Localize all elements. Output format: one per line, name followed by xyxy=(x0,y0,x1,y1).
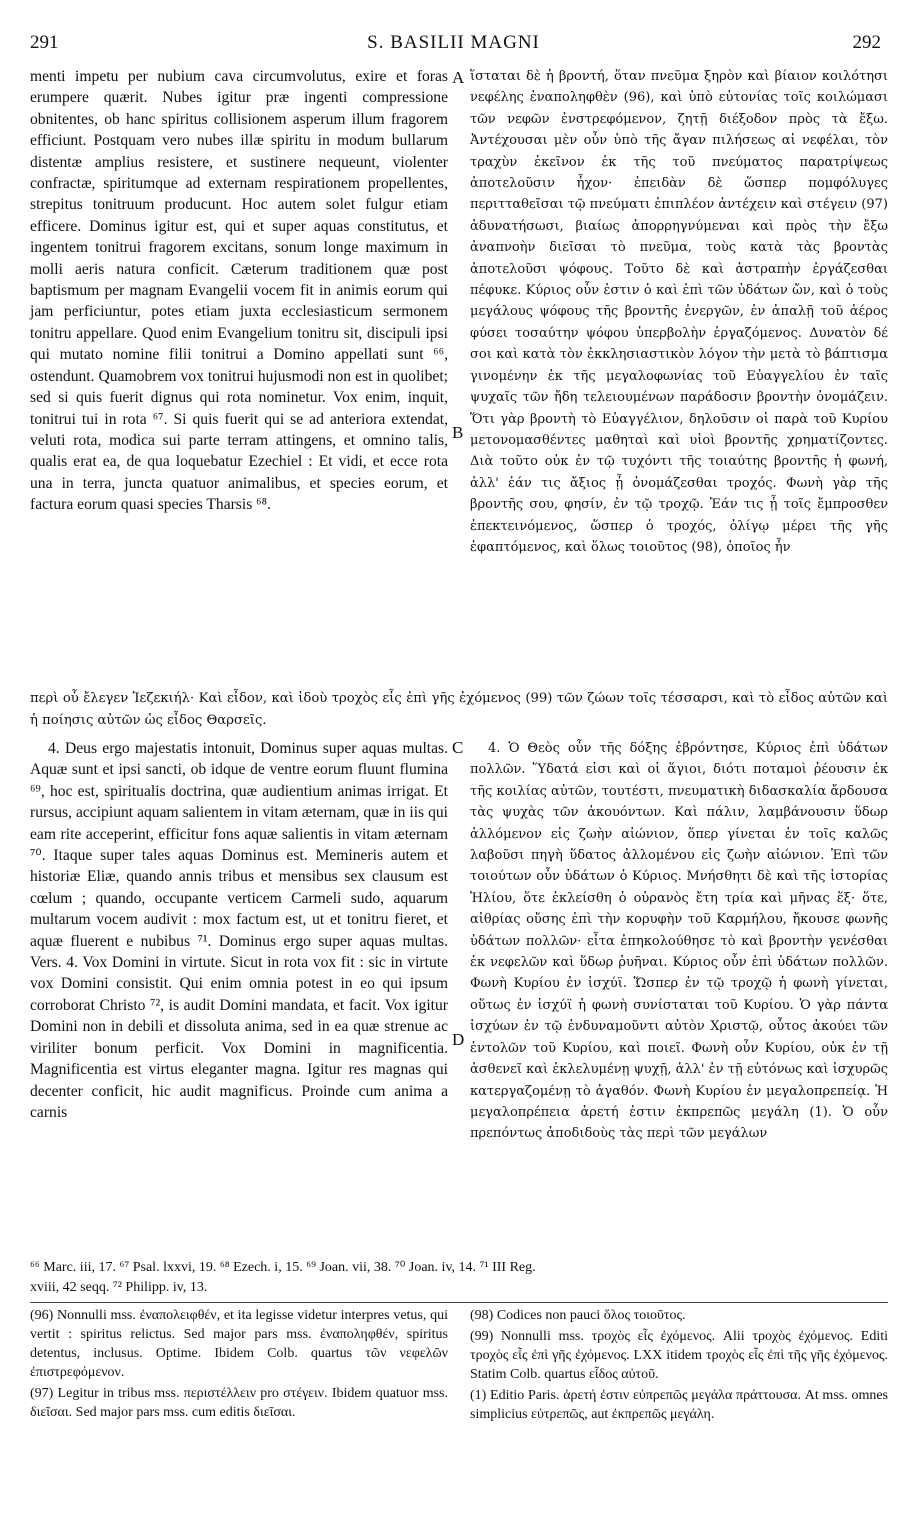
running-title: S. BASILII MAGNI xyxy=(367,32,540,53)
scripture-ref-line-1: ⁶⁶ Marc. iii, 17. ⁶⁷ Psal. lxxvi, 19. ⁶⁸ Ezech. i, 15. ⁶⁹ Joan. vii, 38. ⁷⁰ Joan. iv, 14. ⁷¹ III Reg. xyxy=(30,1260,536,1275)
section-marker-a: A xyxy=(452,68,465,87)
latin-column-bottom xyxy=(30,738,448,1123)
greek-column-top xyxy=(470,66,888,558)
section-marker-d: D xyxy=(452,1030,465,1049)
latin-paragraph-2: 4. Deus ergo majestatis intonuit, Dominus super aquas multas. Aquæ sunt et ipsi sancti, ob idque de ventre eorum fluunt flumina ⁶⁹, hoc est, spiritualis doctrina, quæ audientium animas irrigat. Et rursus, accipiunt aquam salientem in vitam æternam, quæ in iis qui eam rite acceperint, efficitur fons aquæ salientis in vitam æternam ⁷⁰. Itaque super tales aquas Dominus est. Memineris autem et historiæ Eliæ, quando annis tribus et mensibus sex clausum est cœlum ; quando, occupante verticem Carmeli sudo, aquarum multarum vocem audivit : mox factum est, ut et tonitru fieret, et aquæ fluerent e nubibus ⁷¹. Dominus ergo super aquas multas. Vers. 4. Vox Domini in virtute. Sicut in rota vox fit : sic in virtute vox Domini consistit. Qui enim omnia potest in eo qui ipsum corroborat Christo ⁷², is audit Domini mandata, et facit. Vox igitur Domini non in debili et dissoluta anima, sed in ea quæ strenue ac viriliter bonum perficit. Vox Domini in magnificentia. Magnificentia est virtus eleganter magna. Igitur res magnas qui decenter conficit, hic audit magnificus. Proinde cum anima a carnis xyxy=(30,740,448,1121)
section-marker-b: B xyxy=(452,423,464,442)
latin-column-top xyxy=(30,66,448,516)
scripture-references xyxy=(30,1258,888,1298)
greek-paragraph-2: 4. Ὁ Θεὸς οὖν τῆς δόξης ἐβρόντησε, Κύριος ἐπὶ ὑδάτων πολλῶν. Ὕδατά εἰσι καὶ οἱ ἅγιοι, διότι ποταμοὶ ῥέουσιν ἐκ τῆς κοιλίας αὐτῶν, τουτέστι, πνευματικὴ διδασκαλία ἄρδουσα τὰς ψυχὰς τῶν ἀκουόντων. Καὶ πάλιν, λαμβάνουσιν ὕδωρ ἀλλόμενον εἰς ζωὴν αἰώνιον, ὅπερ γίνεται ἐν τοῖς καλῶς λαβοῦσι πηγὴ ὕδατος ἀλλομένου εἰς ζωὴν αἰώνιον. Ἐπὶ τῶν τοιούτων οὖν ὑδάτων ὁ Κύριος. Μνήσθητι δὲ καὶ τῆς ἱστορίας Ἠλίου, ὅτε ἐκλείσθη ὁ οὐρανὸς ἔτη τρία καὶ μῆνας ἕξ· ὅτε, αἰθρίας οὔσης ἐπὶ τὴν κορυφὴν τοῦ Καρμήλου, ἤκουσε φωνῆς ὑδάτων πολλῶν· εἶτα ἐπηκολούθησε τὸ καὶ βροντὴν γενέσθαι ἐκ νεφελῶν καὶ ὕδωρ ῥυῆναι. Κύριος οὖν ἐπὶ ὑδάτων πολλῶν. Φωνὴ Κυρίου ἐν ἰσχύϊ. Ὥσπερ ἐν τῷ τροχῷ ἡ φωνὴ γίνεται, οὕτως ἐν ἰσχύϊ ἡ φωνὴ συνίσταται τοῦ Κυρίου. Ὁ γὰρ πάντα ἰσχύων ἐν τῷ ἐνδυναμοῦντι αὐτὸν Χριστῷ, οὗτος ἀκούει τῶν ἐντολῶν τοῦ Κυρίου, καὶ ποιεῖ. Φωνὴ οὖν Κυρίου, οὐκ ἐν τῇ ἀσθενεῖ καὶ ἐκλελυμένῃ ψυχῇ, ἀλλ' ἐν τῇ εὐτόνως καὶ ἰσχυρῶς κατεργαζομένῃ τὸ ἀγαθόν. Φωνὴ Κυρίου ἐν μεγαλοπρεπείᾳ. Ἡ μεγαλοπρέπεια ἀρετή ἐστιν ἐκπρεπῶς μεγάλη (1). Ὁ οὖν πρεπόντως ἀποδιδοὺς τὰς περὶ τῶν μεγάλων xyxy=(470,741,888,1142)
right-page-number: 292 xyxy=(852,32,881,53)
left-page-number: 291 xyxy=(30,32,59,53)
section-marker-c: C xyxy=(452,738,464,757)
footnote-98: (98) Codices non pauci ὅλος τοιοῦτος. xyxy=(470,1308,686,1323)
greek-column-bottom xyxy=(470,738,888,1145)
greek-spanning-line: περὶ οὗ ἔλεγεν Ἰεζεκιήλ· Καὶ εἶδον, καὶ ἰδοὺ τροχὸς εἷς ἐπὶ γῆς ἐχόμενος (99) τῶν ζώων τοῖς τέσσαρσι, καὶ τὸ εἶδος αὐτῶν καὶ ἡ ποίησις αὐτῶν ὡς εἶδος Θαρσεῖς. xyxy=(30,691,888,728)
footnote-1: (1) Editio Paris. ἀρετή ἐστιν εὐπρεπῶς μεγάλα πράττουσα. At mss. omnes simplicius εὐτρεπῶς, aut ἐκπρεπῶς μεγάλη. xyxy=(470,1388,888,1422)
greek-paragraph-1: ἵσταται δὲ ἡ βροντή, ὅταν πνεῦμα ξηρὸν καὶ βίαιον κοιλότησι νεφέλης ἐναποληφθὲν (96), καὶ ὑπὸ εὐτονίας τοῖς κοιλώμασι τῶν νεφῶν ἐνστρεφόμενον, ζητῇ διέξοδον πρὸς τὰ ἔξω. Ἀντέχουσαι μὲν οὖν ὑπὸ τῆς ἄγαν πιλήσεως αἱ νεφέλαι, τὸν τραχὺν ἐκεῖνον ἐκ τῆς τοῦ πνεύματος παρατρίψεως ἀποτελοῦσιν ἦχον· ἐπειδὰν δὲ ὥσπερ πομφόλυγες περιτταθεῖσαι τῷ πνεύματι ἐπιπλέον ἀντέχειν καὶ στέγειν (97) ἀδυνατήσωσι, βιαίως ἀπορρηγνύμεναι καὶ πρὸς τὴν ἔξω ἀναπνοὴν διεῖσαι τὸ πνεῦμα, τοὺς κατὰ τὰς βροντὰς ἀποτελοῦσι ψόφους. Τοῦτο δὲ καὶ ἀστραπὴν ἐργάζεσθαι πέφυκε. Κύριος οὖν ἐστιν ὁ καὶ ἐπὶ τῶν ὑδάτων ὤν, καὶ ὁ τοὺς μεγάλους ψόφους τῆς βροντῆς ἐνεργῶν, ἐν ἁπαλῇ τοῦ ἀέρος φύσει τοσαύτην ψόφου ὑπερβολὴν ἐργαζόμενος. Δυνατὸν δέ σοι καὶ κατὰ τὸν ἐκκλησιαστικὸν λόγον τὴν μετὰ τὸ βάπτισμα γινομένην ἐκ τῆς μεγαλοφωνίας τοῦ Εὐαγγελίου ἐν ταῖς ψυχαῖς τῶν ἤδη τελειουμένων παράδοσιν βροντὴν ὀνομάζειν. Ὅτι γὰρ βροντὴ τὸ Εὐαγγέλιον, δηλοῦσιν οἱ παρὰ τοῦ Κυρίου μετονομασθέντες μαθηταὶ καὶ υἱοὶ βροντῆς χρηματίζοντες. Διὰ τοῦτο οὐκ ἐν τῷ τυχόντι τῆς τοιαύτης βροντῆς ἡ φωνή, ἀλλ' ἐάν τις ἄξιος ᾖ ὀνομάζεσθαι τροχός. Φωνὴ γὰρ τῆς βροντῆς σου, φησίν, ἐν τῷ τροχῷ. Ἐάν τις ᾖ τοῖς ἔμπροσθεν ἐπεκτεινόμενος, ὥσπερ ὁ τροχός, ὀλίγῳ μέρει τῆς γῆς ἐφαπτόμενος, καὶ ὅλως τοιοῦτος (98), ὁποῖος ἦν xyxy=(470,69,888,555)
footnotes-right xyxy=(470,1306,888,1426)
footnote-99: (99) Nonnulli mss. τροχὸς εἷς ἐχόμενος. Alii τροχὸς ἐχόμενος. Editi τροχὸς εἷς ἐπὶ γῆς ἐχόμενος. LXX itidem τροχὸς εἷς ἐπὶ τῆς γῆς ἐχόμενος. Statim Colb. quartus εἶδος αὐτοῦ. xyxy=(470,1329,888,1382)
footnote-96: (96) Nonnulli mss. ἐναπολειφθέν, et ita legisse videtur interpres vetus, qui vertit : spiritus relictus. Sed major pars mss. ἐναποληφθέν, spiritus detentus, inclusus. Optime. Ibidem Colb. quartus τῶν νεφελῶν ἐπιστρεφόμενον. xyxy=(30,1308,448,1380)
footnote-97: (97) Legitur in tribus mss. περιστέλλειν pro στέγειν. Ibidem quatuor mss. διεῖσαι. Sed major pars mss. cum editis διεῖσαι. xyxy=(30,1386,448,1420)
footnote-divider xyxy=(30,1302,888,1303)
footnotes-left xyxy=(30,1306,448,1424)
latin-paragraph-1: menti impetu per nubium cava circumvolutus, exire et foras erumpere quærit. Nubes igitur præ ingenti compressione obnitentes, ob hanc spiritus collisionem asperum illum fragorem efficiunt. Postquam vero nubes illæ spiritu in modum bullarum distentæ amplius resistere, et sustinere nequeunt, violenter confractæ, spiritumque ad externam respirationem propellentes, strepitus tonitruum producunt. Hoc autem solet fulgur etiam efficere. Dominus igitur est, qui et super aquas constitutus, et ingentem tonitrui fragorem excitans, sonum longe maximum in molli aeris natura conficit. Cæterum traditionem quæ post baptismum per magnam Evangelii vocem fit in animis eorum qui jam perficiuntur, potes etiam juxta ecclesiasticum sermonem tonitru appellare. Quod enim Evangelium tonitru sit, discipuli ipsi qui mutato nomine filii tonitrui a Domino appellati sunt ⁶⁶, ostendunt. Quamobrem vox tonitrui hujusmodi non est in quolibet; sed si quis fuerit dignus qui rota nominetur. Vox enim, inquit, tonitrui tui in rota ⁶⁷. Si quis fuerit qui se ad anteriora extendat, veluti rota, modica sui parte terram attingens, et omnino talis, qualis erat ea, de qua loquebatur Ezechiel : Et vidi, et ecce rota una in terra, juncta quatuor animalibus, et species eorum, et factura eorum quasi species Tharsis ⁶⁸. xyxy=(30,68,448,514)
scripture-ref-line-2: xviii, 42 seqq. ⁷² Philipp. iv, 13. xyxy=(30,1280,208,1295)
